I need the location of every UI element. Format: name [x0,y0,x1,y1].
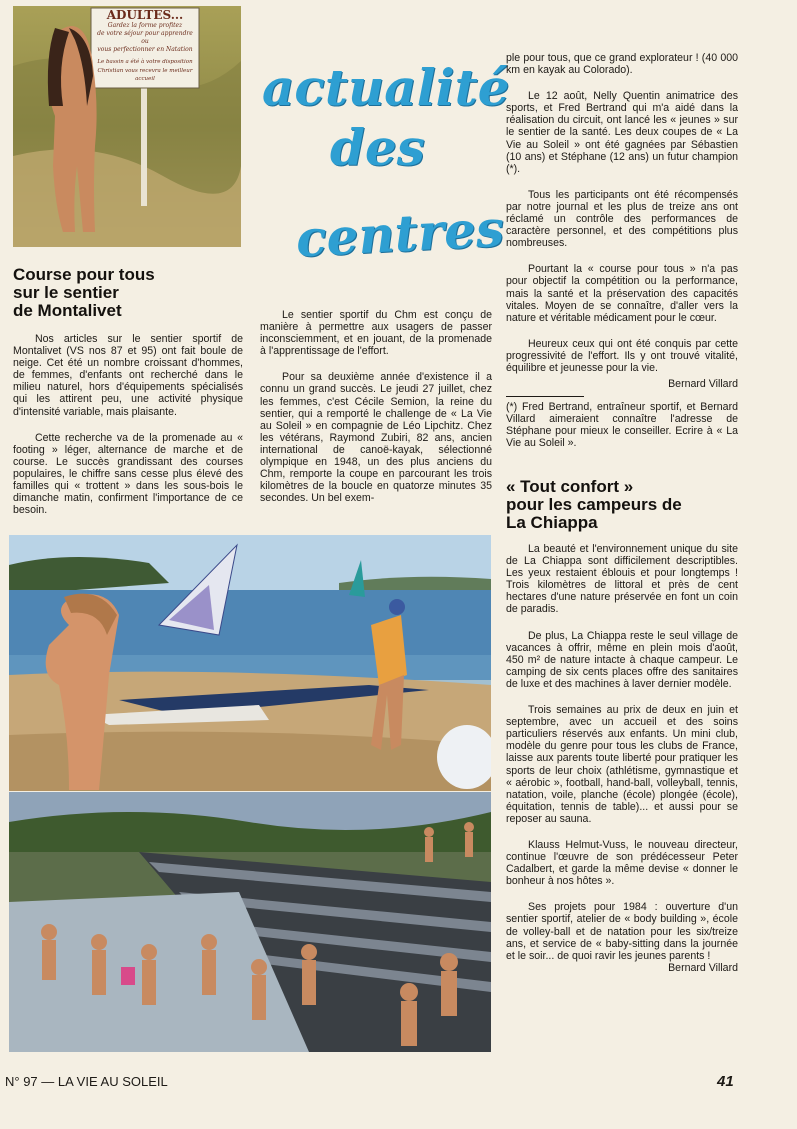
paragraph: Heureux ceux qui ont été conquis par cette progressivité de l'effort. Ils y ont trouvé vitalité, équilibre et jeunesse pour la vie. [506,337,738,374]
sign-line: de votre séjour pour apprendre ou [97,30,193,45]
photo-beach-windsurf [9,535,491,791]
article2-body [506,543,738,980]
paragraph: Tous les participants ont été récompensés par notre journal et les plus de treize ans ont réclamé un contrôle des performances de caractère personnel, et des compétitions plus nombreuses. [506,188,738,250]
headline-line: pour les campeurs de [506,495,682,514]
sign-text [93,8,197,86]
article1-column3 [506,52,738,464]
headline-line: sur le sentier [13,283,119,302]
article1-column1 [13,333,243,530]
paragraph: De plus, La Chiappa reste le seul village de vacances à offrir, même en plein mois d'août, 450 m² de nature intacte à chaque campeur. Le camping de six cents places offre des sanitaires de luxe et des machines à laver dernier modèle. [506,629,738,690]
beach-illustration [9,535,491,791]
sign-line: Le bassin a été à votre disposition [97,59,193,65]
sign-line: Christian vous recevra le meilleur accueil [97,68,193,82]
section-title-line3: centres [294,198,506,269]
paragraph: Pourtant la « course pour tous » n'a pas pour objectif la compétition ou la performance, mais la santé et la préservation des capacités vitales. Moyen de se connaître, d'aller vers la nature et véritable médicament pour le cœur. [506,263,738,324]
article1-column2 [260,309,492,518]
sign-heading: ADULTES... [106,8,184,22]
paragraph: Le 12 août, Nelly Quentin animatrice des sports, et Fred Bertrand qui m'a aidé dans la réalisation du circuit, ont lancé les « jeunes » sur le sentier de la santé. Les deux coupes de « La Vie au Soleil » ont été gagnées par Sébastien (10 ans) et Stéphane (12 ans) un futur champion (*). [506,90,738,175]
headline-line: La Chiappa [506,513,598,532]
paragraph: Nos articles sur le sentier sportif de Montalivet (VS nos 87 et 95) ont fait boule de neige. Cet été un nombre croissant d'hommes, de femmes, d'enfants ont recherché dans le milieu naturel, hors d'équipements spécialisés qui les attirent peu, une activité physique d'intensité variable, mais plaisante. [13,333,243,418]
paragraph: Trois semaines au prix de deux en juin et septembre, avec un accueil et des soins particuliers réservés aux enfants. Un mini club, modèle du genre pour tous les clubs de France, laisse aux parents toute liberté pour pratiquer les sports de leur choix (athlétisme, gymnastique et « aérobic », football, hand-ball, volleyball, tennis, natation, voile, planche (école) plongée (école), équitation, tennis de table)... et aussi pour se reposer au sauna. [506,704,738,825]
footer-issue: N° 97 — LA VIE AU SOLEIL [5,1074,168,1089]
section-title-line2: des [330,118,425,177]
article1-signature: Bernard Villard [668,378,738,391]
headline-line: de Montalivet [13,301,122,320]
terraces-illustration [9,792,491,1052]
sign-line: vous perfectionner en Natation [97,46,193,53]
paragraph: ple pour tous, que ce grand explorateur ! (40 000 km en kayak au Colorado). [506,52,738,77]
section-title-line1: actualité [262,58,510,117]
paragraph: La beauté et l'environnement unique du site de La Chiappa sont difficilement descriptibles. Les yeux restaient éblouis et pour longtemps ! Trois kilomètres de littoral et près de cent hectares d'une nature préservée en font un coin de paradis. [506,543,738,616]
headline-line: « Tout confort » [506,477,634,496]
page-number: 41 [717,1073,734,1090]
paragraph: Pour sa deuxième année d'existence il a connu un grand succès. Le jeudi 27 juillet, chez les femmes, c'est Cécile Semion, la reine du sentier, qui a remporté le challenge de « La Vie au Soleil » en compagnie de Léo Lipchitz. Chez les vétérans, Raymond Zubiri, 82 ans, ancien international de canoë-kayak, sélectionné olympique en 1948, un des plus anciens du Chm, remporte la coupe en parcourant les trois kilomètres de la boucle en quatorze minutes 35 secondes. Un bel exem- [260,371,492,505]
article1-headline [13,266,243,320]
footnote-rule [506,396,584,397]
article2-headline [506,478,740,532]
photo-dunes-sign [13,6,241,247]
sign-line: Gardez la forme profitez [107,22,183,29]
paragraph: Ses projets pour 1984 : ouverture d'un sentier sportif, atelier de « body building », école de volley-ball et de natation pour les six/treize ans, et service de « baby-sitting dans la journée et le soir... de quoi ravir les jeunes parents ! [506,901,738,962]
footnote: (*) Fred Bertrand, entraîneur sportif, et Bernard Villard aimeraient connaître l'adresse de Stéphane pour mieux le conseiller. Ecrire à « La Vie au Soleil ». [506,401,738,450]
photo-aerobics-terraces [9,792,491,1052]
paragraph: Cette recherche va de la promenade au « footing » léger, alternance de marche et de course. Le succès grandissant des courses populaires, le chiffre sans cesse plus élevé des familles qui « trottent » dans les sous-bois le dimanche matin, confirment l'importance de ce besoin. [13,431,243,517]
article2-signature: Bernard Villard [668,961,738,974]
headline-line: Course pour tous [13,265,155,284]
paragraph: Le sentier sportif du Chm est conçu de manière à permettre aux usagers de passer inconsciemment, et en jouant, de la promenade à l'apprentissage de l'effort. [260,309,492,358]
paragraph: Klauss Helmut-Vuss, le nouveau directeur, continue l'œuvre de son prédécesseur Peter Cadalbert, et garde la même devise « donner le bonheur à nos hôtes ». [506,838,738,888]
